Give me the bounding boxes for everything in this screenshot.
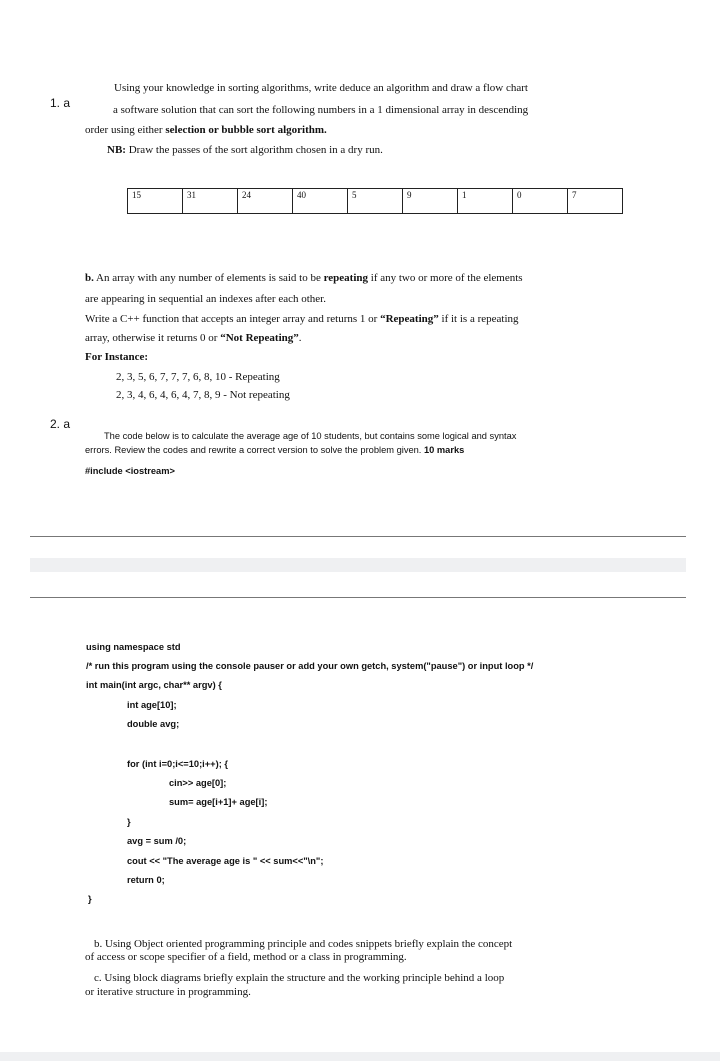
array-cell: 9 [403, 189, 458, 214]
code-line: using namespace std [86, 642, 181, 652]
question-1a-label: 1. a [50, 96, 71, 110]
q1-text-line: a software solution that can sort the following numbers in a 1 dimensional array in descending [113, 104, 529, 116]
page-divider [30, 597, 686, 598]
array-cell: 1 [458, 189, 513, 214]
code-line: } [88, 894, 92, 904]
code-line: cin>> age[0]; [169, 778, 227, 788]
page-gap [30, 558, 686, 572]
array-cell: 15 [128, 189, 183, 214]
code-line: double avg; [127, 719, 180, 729]
code-line: cout << "The average age is " << sum<<"\n"; [127, 856, 324, 866]
code-line: /* run this program using the console pauser or add your own getch, system("pause") or input loop */ [86, 661, 534, 671]
array-cell: 40 [293, 189, 348, 214]
page-bottom-gap [0, 1052, 720, 1061]
for-instance-label: For Instance: [85, 351, 149, 363]
page-divider [30, 536, 686, 537]
array-cell: 31 [183, 189, 238, 214]
q2b-line: of access or scope specifier of a field, method or a class in programming. [85, 951, 407, 963]
code-line: #include <iostream> [85, 466, 175, 476]
number-array-table [127, 188, 623, 214]
q2-intro: errors. Review the codes and rewrite a correct version to solve the problem given. 10 marks [85, 445, 465, 455]
array-cell: 7 [568, 189, 623, 214]
example-line: 2, 3, 5, 6, 7, 7, 7, 6, 8, 10 - Repeating [116, 371, 280, 383]
code-line: avg = sum /0; [127, 836, 187, 846]
q1-text-line: Using your knowledge in sorting algorithms, write deduce an algorithm and draw a flow chart [114, 82, 528, 94]
code-line: return 0; [127, 875, 165, 885]
code-line: for (int i=0;i<=10;i++); { [127, 759, 229, 769]
q1b-line: array, otherwise it returns 0 or “Not Repeating”. [85, 332, 302, 344]
question-2a-label: 2. a [50, 417, 71, 431]
q2b-line: b. Using Object oriented programming principle and codes snippets briefly explain the concept [94, 938, 513, 950]
example-line: 2, 3, 4, 6, 4, 6, 4, 7, 8, 9 - Not repeating [116, 389, 290, 401]
q1b-line: Write a C++ function that accepts an integer array and returns 1 or “Repeating” if it is a repeating [85, 313, 519, 325]
q2c-line: c. Using block diagrams briefly explain the structure and the working principle behind a loop [94, 972, 505, 984]
q2c-line: or iterative structure in programming. [85, 986, 251, 998]
array-cell: 0 [513, 189, 568, 214]
q1b-line: are appearing in sequential an indexes after each other. [85, 293, 326, 305]
q2-intro: The code below is to calculate the average age of 10 students, but contains some logical and syntax [104, 431, 517, 441]
array-cell: 24 [238, 189, 293, 214]
code-line: } [127, 817, 131, 827]
code-line: int main(int argc, char** argv) { [86, 680, 222, 690]
code-line: sum= age[i+1]+ age[i]; [169, 797, 268, 807]
q1-text-line: order using either selection or bubble sort algorithm. [85, 124, 327, 136]
q1-nb: NB: Draw the passes of the sort algorithm chosen in a dry run. [107, 144, 383, 156]
code-line: int age[10]; [127, 700, 177, 710]
array-cell: 5 [348, 189, 403, 214]
q1b-line: b. An array with any number of elements is said to be repeating if any two or more of the elements [85, 272, 523, 284]
